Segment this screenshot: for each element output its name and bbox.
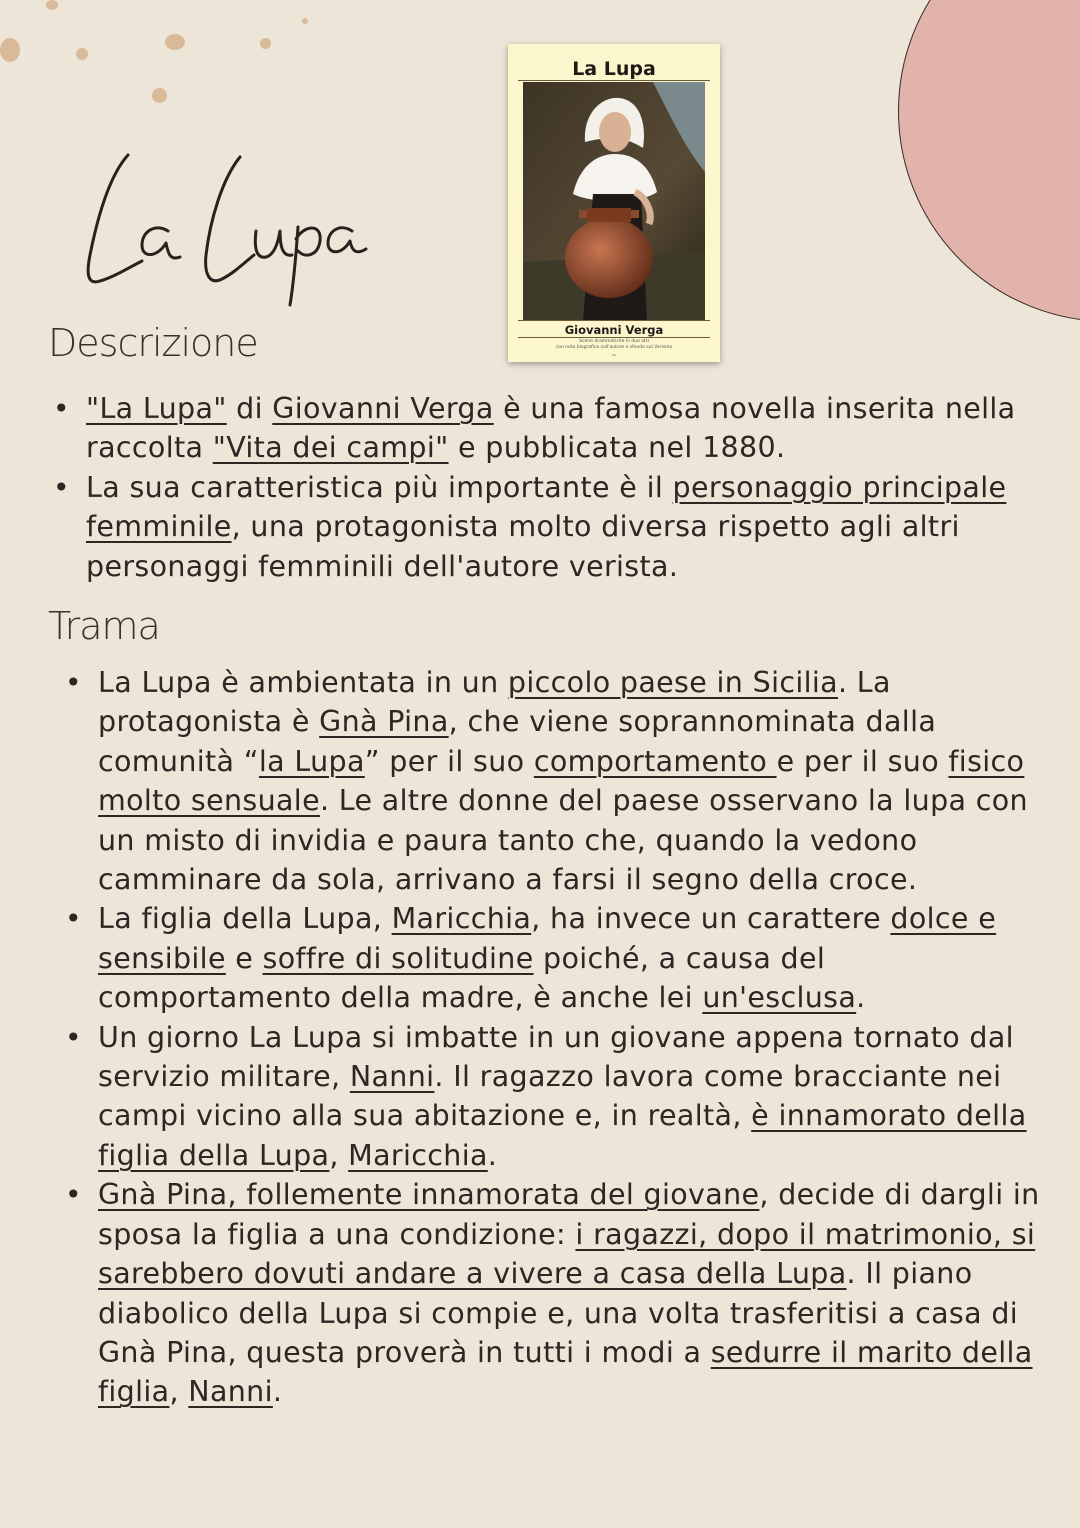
text-segment: e bbox=[225, 941, 263, 975]
bullet-icon: • bbox=[65, 902, 82, 936]
list-item bbox=[65, 1018, 1058, 1176]
underlined-text: "La Lupa" bbox=[86, 392, 227, 425]
cover-divider bbox=[518, 80, 710, 81]
section-heading-descrizione: Descrizione bbox=[48, 321, 258, 365]
text-segment: . Le altre donne del paese osservano la lupa con un misto di invidia e paura tanto che, quando la vedono camminare da sola, arrivano a farsi il segno della croce. bbox=[98, 784, 1028, 897]
decorative-circle bbox=[898, 0, 1080, 322]
underlined-text: personaggio principale femminile bbox=[86, 470, 1007, 544]
underlined-text: Giovanni Verga bbox=[272, 392, 494, 425]
bullet-icon: • bbox=[53, 392, 70, 425]
text-segment: , ha invece un carattere bbox=[531, 902, 891, 936]
bullet-icon: • bbox=[65, 1178, 82, 1212]
list-item bbox=[65, 1175, 1058, 1411]
text-segment: ” per il suo bbox=[364, 744, 534, 778]
underlined-text: Nanni bbox=[188, 1375, 273, 1409]
text-segment: La Lupa è ambientata in un bbox=[98, 666, 508, 699]
publisher-logo: ~ bbox=[611, 352, 617, 359]
text-segment: La sua caratteristica più importante è il bbox=[86, 470, 673, 504]
underlined-text: è innamorato della figlia della Lupa bbox=[98, 1099, 1027, 1172]
cover-divider bbox=[518, 337, 710, 338]
underlined-text: soffre di solitudine bbox=[262, 941, 534, 975]
text-segment: , decide di dargli in sposa la figlia a una condizione: bbox=[98, 1178, 1040, 1251]
cover-painting bbox=[523, 82, 705, 320]
text-segment: . Il piano diabolico della Lupa si compie e, una volta trasferitisi a casa di Gnà Pina, questa proverà in tutti i modi a bbox=[98, 1257, 1019, 1369]
underlined-text: Maricchia bbox=[391, 902, 532, 936]
text-segment: , che viene soprannominata dalla comunità “ bbox=[98, 705, 937, 778]
text-segment: è una famosa novella inserita nella raccolta bbox=[86, 392, 1016, 465]
text-segment: e per il suo bbox=[776, 744, 949, 778]
underlined-text: la Lupa bbox=[258, 744, 365, 778]
text-segment: , bbox=[169, 1375, 189, 1409]
text-segment: . Il ragazzo lavora come bracciante nei campi vicino alla sua abitazione e, in realtà, bbox=[98, 1060, 1002, 1133]
underlined-text: fisico molto sensuale bbox=[98, 744, 1025, 818]
underlined-text: dolce e sensibile bbox=[98, 902, 997, 975]
bullet-icon: • bbox=[53, 470, 70, 504]
descrizione-list bbox=[53, 389, 1036, 586]
text-segment: , bbox=[329, 1138, 349, 1172]
cover-divider bbox=[518, 320, 710, 321]
text-segment: , una protagonista molto diversa rispetto agli altri personaggi femminili dell'autore verista. bbox=[86, 510, 960, 583]
list-item bbox=[65, 663, 1058, 899]
bullet-icon: • bbox=[65, 666, 82, 699]
list-item bbox=[53, 468, 1036, 586]
text-segment: . bbox=[272, 1375, 283, 1409]
underlined-text: Gnà Pina, follemente innamorata del giovane bbox=[98, 1178, 760, 1212]
text-segment: . bbox=[856, 981, 866, 1015]
list-item bbox=[65, 899, 1058, 1017]
list-item bbox=[53, 389, 1036, 468]
underlined-text: un'esclusa bbox=[702, 981, 857, 1015]
underlined-text: Nanni bbox=[349, 1060, 435, 1094]
text-segment: . bbox=[487, 1138, 498, 1172]
underlined-text: sedurre il marito della figlia bbox=[98, 1335, 1033, 1409]
page-title-script bbox=[70, 135, 380, 315]
underlined-text: piccolo paese in Sicilia bbox=[507, 666, 838, 699]
underlined-text: comportamento bbox=[533, 744, 777, 778]
underlined-text: "Vita dei campi" bbox=[212, 431, 449, 465]
cover-title: La Lupa bbox=[572, 58, 656, 80]
cover-author: Giovanni Verga bbox=[564, 323, 664, 337]
text-segment: di bbox=[226, 392, 273, 425]
section-heading-trama: Trama bbox=[48, 604, 160, 648]
text-segment: e pubblicata nel 1880. bbox=[448, 431, 786, 465]
text-segment: poiché, a causa del comportamento della madre, è anche lei bbox=[98, 941, 826, 1015]
underlined-text: Maricchia bbox=[348, 1138, 488, 1172]
book-cover-image bbox=[508, 44, 720, 362]
text-segment: . La protagonista è bbox=[98, 666, 891, 739]
cover-subtitle: Scene drammatiche in due atti bbox=[579, 339, 649, 344]
cover-subtitle: con nota biografica sull'autore e sfondo sul Verismo bbox=[555, 345, 673, 350]
trama-list bbox=[65, 663, 1058, 1412]
underlined-text: i ragazzi, dopo il matrimonio, si sarebbero dovuti andare a vivere a casa della Lupa bbox=[98, 1217, 1036, 1291]
underlined-text: Gnà Pina bbox=[319, 705, 449, 739]
text-segment: La figlia della Lupa, bbox=[98, 902, 392, 936]
text-segment: Un giorno La Lupa si imbatte in un giovane appena tornato dal servizio militare, bbox=[98, 1020, 1014, 1094]
bullet-icon: • bbox=[65, 1020, 82, 1054]
